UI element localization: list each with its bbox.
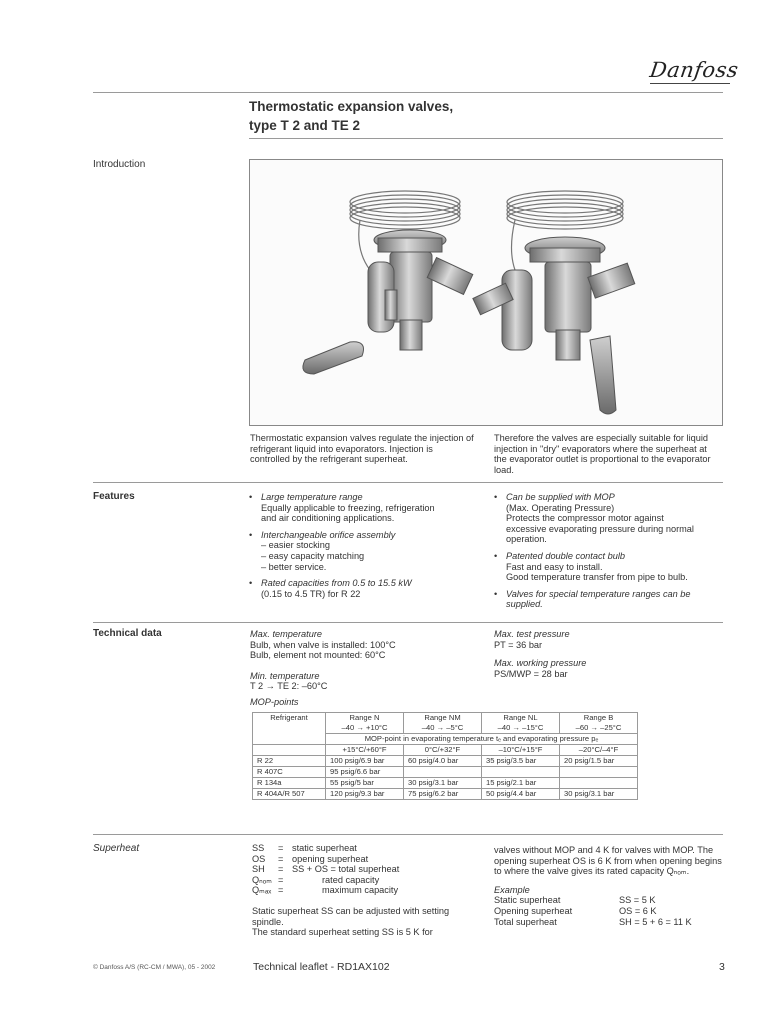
mop-cell: 100 psig/6.9 bar <box>326 756 404 767</box>
definition-row: Qₘₐₓ = maximum capacity <box>252 885 399 896</box>
technical-divider <box>93 622 723 623</box>
tech-right: Max. test pressure PT = 36 bar Max. working pressure PS/MWP = 28 bar <box>494 629 587 679</box>
section-features: Features <box>93 491 135 502</box>
features-left <box>249 492 484 605</box>
temp-cell: –10°C/+15°F <box>482 745 560 756</box>
footer-copyright: © Danfoss A/S (RC-CM / MWA), 05 - 2002 <box>93 964 216 971</box>
range-b-header: Range B –60 → –25°C <box>560 713 638 734</box>
empty-cell <box>253 745 326 756</box>
definition-row: Qₙₒₘ = rated capacity <box>252 874 380 885</box>
feature-item: • Valves for special temperature ranges can be supplied. <box>494 589 726 610</box>
header-divider <box>93 92 723 93</box>
mop-caption: MOP-point in evaporating temperature tₑ and evaporating pressure pₑ <box>326 734 638 745</box>
mop-cell <box>560 778 638 789</box>
table-row <box>253 778 638 789</box>
page-title: Thermostatic expansion valves, type T 2 and TE 2 <box>249 99 454 133</box>
temp-cell: +15°C/+60°F <box>326 745 404 756</box>
page-number: 3 <box>719 961 725 973</box>
table-row <box>253 767 638 778</box>
example-row: Opening superheat OS = 6 K <box>494 905 657 916</box>
mop-cell: 95 psig/6.6 bar <box>326 767 404 778</box>
section-introduction: Introduction <box>93 159 146 170</box>
mop-cell: 75 psig/6.2 bar <box>404 789 482 800</box>
superheat-divider <box>93 834 723 835</box>
example-row: Static superheat SS = 5 K <box>494 895 656 906</box>
feature-item: • Patented double contact bulb Fast and easy to install. Good temperature transfer from pipe to bulb. <box>494 551 726 583</box>
features-right <box>494 492 726 616</box>
feature-item: • Rated capacities from 0.5 to 15.5 kW (0.15 to 4.5 TR) for R 22 <box>249 578 484 599</box>
definition-row: SS = static superheat <box>252 843 357 853</box>
feature-item: • Large temperature range Equally applicable to freezing, refrigeration and air conditioning applications. <box>249 492 484 524</box>
superheat-right: valves without MOP and 4 K for valves with MOP. The opening superheat OS is 6 K from when opening begins to where the valve gives its rated capacity Qₙₒₘ. Example Static superheat SS = 5 K Opening superheat OS = 6 K Total superheat SH = 5 + 6 = 11 K <box>494 845 724 927</box>
features-divider <box>93 482 723 483</box>
temp-cell: –20°C/–4°F <box>560 745 638 756</box>
mop-cell <box>560 767 638 778</box>
tech-left: Max. temperature Bulb, when valve is installed: 100°C Bulb, element not mounted: 60°C Min. temperature T 2 → TE 2: –60°C MOP-points <box>250 629 396 707</box>
mop-cell <box>404 767 482 778</box>
refrigerant-header: Refrigerant <box>253 713 326 745</box>
table-row <box>253 756 638 767</box>
intro-right-text: Therefore the valves are especially suitable for liquid injection in "dry" evaporators where the superheat at the evaporator outlet is proportional to the evaporator load. <box>494 433 711 475</box>
valve-illustration <box>250 160 722 425</box>
mop-cell: 35 psig/3.5 bar <box>482 756 560 767</box>
mop-cell: 50 psig/4.4 bar <box>482 789 560 800</box>
footer-leaflet: Technical leaflet - RD1AX102 <box>253 961 390 973</box>
title-divider <box>249 138 723 139</box>
example-row: Total superheat SH = 5 + 6 = 11 K <box>494 916 692 927</box>
mop-table <box>252 712 638 800</box>
range-nm-header: Range NM –40 → –5°C <box>404 713 482 734</box>
refrigerant-cell: R 407C <box>253 767 326 778</box>
refrigerant-cell: R 404A/R 507 <box>253 789 326 800</box>
mop-cell: 120 psig/9.3 bar <box>326 789 404 800</box>
refrigerant-cell: R 22 <box>253 756 326 767</box>
superheat-left: SS = static superheat OS = opening superheat SH = SS + OS = total superheat Qₙₒₘ = rated capacity Qₘₐₓ = maximum capacity Static superheat SS can be adjusted with setting spindle. The standard superheat setting SS is 5 K for <box>252 843 482 938</box>
mop-cell: 15 psig/2.1 bar <box>482 778 560 789</box>
mop-cell <box>482 767 560 778</box>
mop-cell: 60 psig/4.0 bar <box>404 756 482 767</box>
mop-cell: 30 psig/3.1 bar <box>404 778 482 789</box>
feature-item: • Interchangeable orifice assembly – easier stocking – easy capacity matching – better service. <box>249 530 484 572</box>
mop-cell: 20 psig/1.5 bar <box>560 756 638 767</box>
logo-underline <box>650 83 730 84</box>
mop-cell: 30 psig/3.1 bar <box>560 789 638 800</box>
section-technical-data: Technical data <box>93 628 162 639</box>
danfoss-logo: Danfoss <box>648 58 741 82</box>
refrigerant-cell: R 134a <box>253 778 326 789</box>
intro-left-text: Thermostatic expansion valves regulate the injection of refrigerant liquid into evaporators. Injection is controlled by the refrigerant superheat. <box>250 433 474 465</box>
definition-row: SH = SS + OS = total superheat <box>252 864 400 875</box>
temp-cell: 0°C/+32°F <box>404 745 482 756</box>
valve-photo <box>249 159 723 426</box>
table-row <box>253 789 638 800</box>
definition-row: OS = opening superheat <box>252 853 369 864</box>
section-superheat: Superheat <box>93 843 140 854</box>
feature-item: • Can be supplied with MOP (Max. Operating Pressure) Protects the compressor motor against excessive evaporating pressure during normal operation. <box>494 492 726 545</box>
range-n-header: Range N –40 → +10°C <box>326 713 404 734</box>
range-nl-header: Range NL –40 → –15°C <box>482 713 560 734</box>
mop-cell: 55 psig/5 bar <box>326 778 404 789</box>
